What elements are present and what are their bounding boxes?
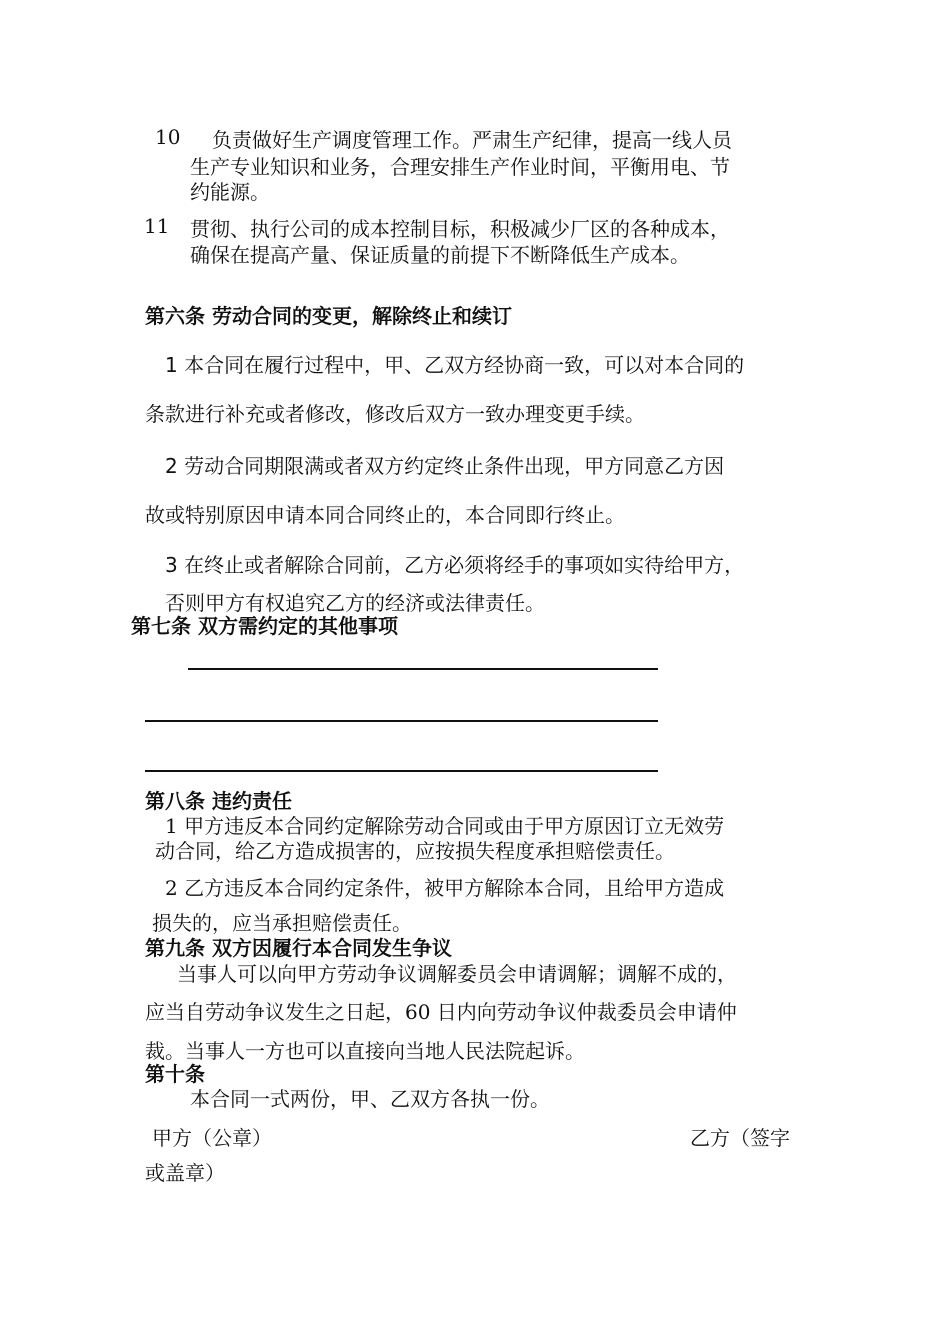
item-10-number: 10 xyxy=(155,125,181,149)
party-a-signature-label: 甲方（公章） xyxy=(152,1126,272,1150)
article-7-heading: 第七条 双方需约定的其他事项 xyxy=(131,614,398,638)
article-9-line-3: 裁。当事人一方也可以直接向当地人民法院起诉。 xyxy=(145,1039,585,1063)
article-8-p2-line-1: 2 乙方违反本合同约定条件，被甲方解除本合同，且给甲方造成 xyxy=(165,876,725,900)
party-b-signature-label: 乙方（签字 xyxy=(690,1126,790,1150)
article-8-heading: 第八条 违约责任 xyxy=(145,789,292,813)
item-10-line-3: 约能源。 xyxy=(190,180,270,204)
party-b-signature-label-cont: 或盖章） xyxy=(145,1161,225,1185)
blank-line-3 xyxy=(145,770,658,772)
article-6-p2-line-2: 故或特别原因申请本同合同终止的，本合同即行终止。 xyxy=(145,503,625,527)
item-10-line-2: 生产专业知识和业务，合理安排生产作业时间，平衡用电、节 xyxy=(190,155,730,179)
item-11-line-2: 确保在提高产量、保证质量的前提下不断降低生产成本。 xyxy=(190,243,690,267)
article-9-line-2: 应当自劳动争议发生之日起，60 日内向劳动争议仲裁委员会申请仲 xyxy=(145,1000,737,1024)
article-6-p1-line-1: 1 本合同在履行过程中，甲、乙双方经协商一致，可以对本合同的 xyxy=(165,353,745,377)
item-11-number: 11 xyxy=(144,214,170,238)
article-6-heading: 第六条 劳动合同的变更，解除终止和续订 xyxy=(145,304,512,328)
article-6-p2-line-1: 2 劳动合同期限满或者双方约定终止条件出现，甲方同意乙方因 xyxy=(165,454,725,478)
article-10-heading: 第十条 xyxy=(145,1062,205,1086)
article-9-heading: 第九条 双方因履行本合同发生争议 xyxy=(145,936,452,960)
article-10-line: 本合同一式两份，甲、乙双方各执一份。 xyxy=(190,1087,550,1111)
article-8-p1-line-1: 1 甲方违反本合同约定解除劳动合同或由于甲方原因订立无效劳 xyxy=(165,814,725,838)
article-6-p3-line-1: 3 在终止或者解除合同前，乙方必须将经手的事项如实待给甲方， xyxy=(165,553,745,577)
article-9-line-1: 当事人可以向甲方劳动争议调解委员会申请调解；调解不成的， xyxy=(177,962,737,986)
blank-line-1 xyxy=(188,668,658,670)
article-8-p2-line-2: 损失的，应当承担赔偿责任。 xyxy=(152,911,412,935)
item-11-line-1: 贯彻、执行公司的成本控制目标，积极减少厂区的各种成本， xyxy=(190,217,730,241)
article-6-p1-line-2: 条款进行补充或者修改，修改后双方一致办理变更手续。 xyxy=(145,402,645,426)
article-8-p1-line-2: 动合同，给乙方造成损害的，应按损失程度承担赔偿责任。 xyxy=(155,839,675,863)
article-6-p3-line-2: 否则甲方有权追究乙方的经济或法律责任。 xyxy=(165,591,545,615)
item-10-line-1: 负责做好生产调度管理工作。严肃生产纪律，提高一线人员 xyxy=(212,128,732,152)
blank-line-2 xyxy=(145,720,658,722)
